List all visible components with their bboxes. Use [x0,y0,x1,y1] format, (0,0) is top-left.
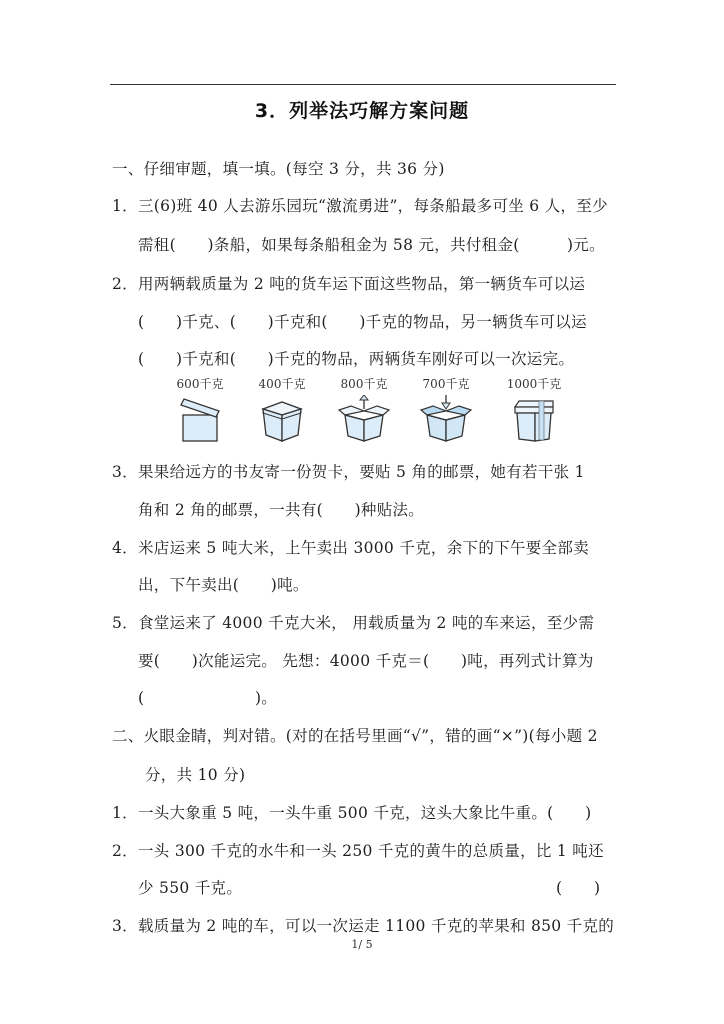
question-number: 5． [112,614,138,632]
question-text: 一头 300 千克的水牛和一头 250 千克的黄牛的总质量，比 1 吨还 [138,842,604,860]
question-2-2-line2: 少 550 千克。 [138,879,243,897]
item-600kg [160,375,240,443]
question-1-1-line2: 需租( )条船，如果每条船租金为 58 元，共付租金( )元。 [138,236,605,254]
item-label: 800千克 [340,377,388,391]
question-1-4-line2: 出，下午卖出( )吨。 [138,576,309,594]
question-number: 4． [112,539,138,557]
question-1-1 [112,194,608,216]
question-number: 2． [112,275,138,293]
header-rule [110,84,616,85]
question-1-2-line3: ( )千克和( )千克的物品，两辆货车刚好可以一次运完。 [138,350,575,368]
question-text: 米店运来 5 吨大米，上午卖出 3000 千克，余下的下午要全部卖 [138,539,589,557]
answer-blank: ( ) [556,879,601,897]
question-1-5-line2: 要( )次能运完。 先想：4000 千克＝( )吨，再列式计算为 [138,652,594,670]
question-1-5 [112,611,594,633]
section2-heading: 二、火眼金睛，判对错。(对的在括号里画“√”，错的画“×”)(每小题 2 [112,727,598,745]
question-text: 三(6)班 40 人去游乐园玩“激流勇进”，每条船最多可坐 6 人，至少 [138,197,608,215]
question-text: 用两辆载质量为 2 吨的货车运下面这些物品，第一辆货车可以运 [138,275,586,293]
question-text: 载质量为 2 吨的车，可以一次运走 1100 千克的苹果和 850 千克的 [138,917,615,935]
item-label: 1000千克 [506,377,562,391]
question-text: 一头大象重 5 吨，一头牛重 500 千克，这头大象比牛重。( ) [138,804,592,822]
section1-heading: 一、仔细审题，填一填。(每空 3 分，共 36 分) [112,160,445,178]
question-text: 果果给远方的书友寄一份贺卡，要贴 5 角的邮票，她有若干张 1 [138,463,585,481]
question-2-3 [112,914,614,936]
item-1000kg [494,375,574,443]
question-1-5-line3: ( )。 [138,689,278,707]
item-700kg [406,375,486,443]
item-label: 400千克 [258,377,306,391]
question-number: 1． [112,804,138,822]
item-800kg [324,375,404,443]
question-1-4 [112,536,589,558]
section2-heading-line2: 分，共 10 分) [145,766,246,784]
question-1-2 [112,272,585,294]
weight-items-figure [160,375,580,450]
open-box-arrow-down-icon [419,395,473,443]
page-number: 1/ 5 [351,938,373,951]
question-number: 2． [112,842,138,860]
open-lid-box-icon [175,395,225,443]
item-label: 600千克 [176,377,224,391]
question-text: 食堂运来了 4000 千克大米， 用载质量为 2 吨的车来运，至少需 [138,614,595,632]
closed-box-icon [257,395,307,443]
question-1-3 [112,460,585,482]
open-box-arrow-up-icon [337,395,391,443]
item-400kg [242,375,322,443]
page-title: 3．列举法巧解方案问题 [254,100,470,122]
question-2-2 [112,839,604,861]
question-number: 3． [112,917,138,935]
question-number: 3． [112,463,138,481]
question-1-2-line2: ( )千克、( )千克和( )千克的物品，另一辆货车可以运 [138,313,587,331]
taped-box-icon [509,395,559,443]
item-label: 700千克 [422,377,470,391]
question-2-1 [112,801,591,823]
question-1-3-line2: 角和 2 角的邮票，一共有( )种贴法。 [138,501,425,519]
question-number: 1． [112,197,138,215]
